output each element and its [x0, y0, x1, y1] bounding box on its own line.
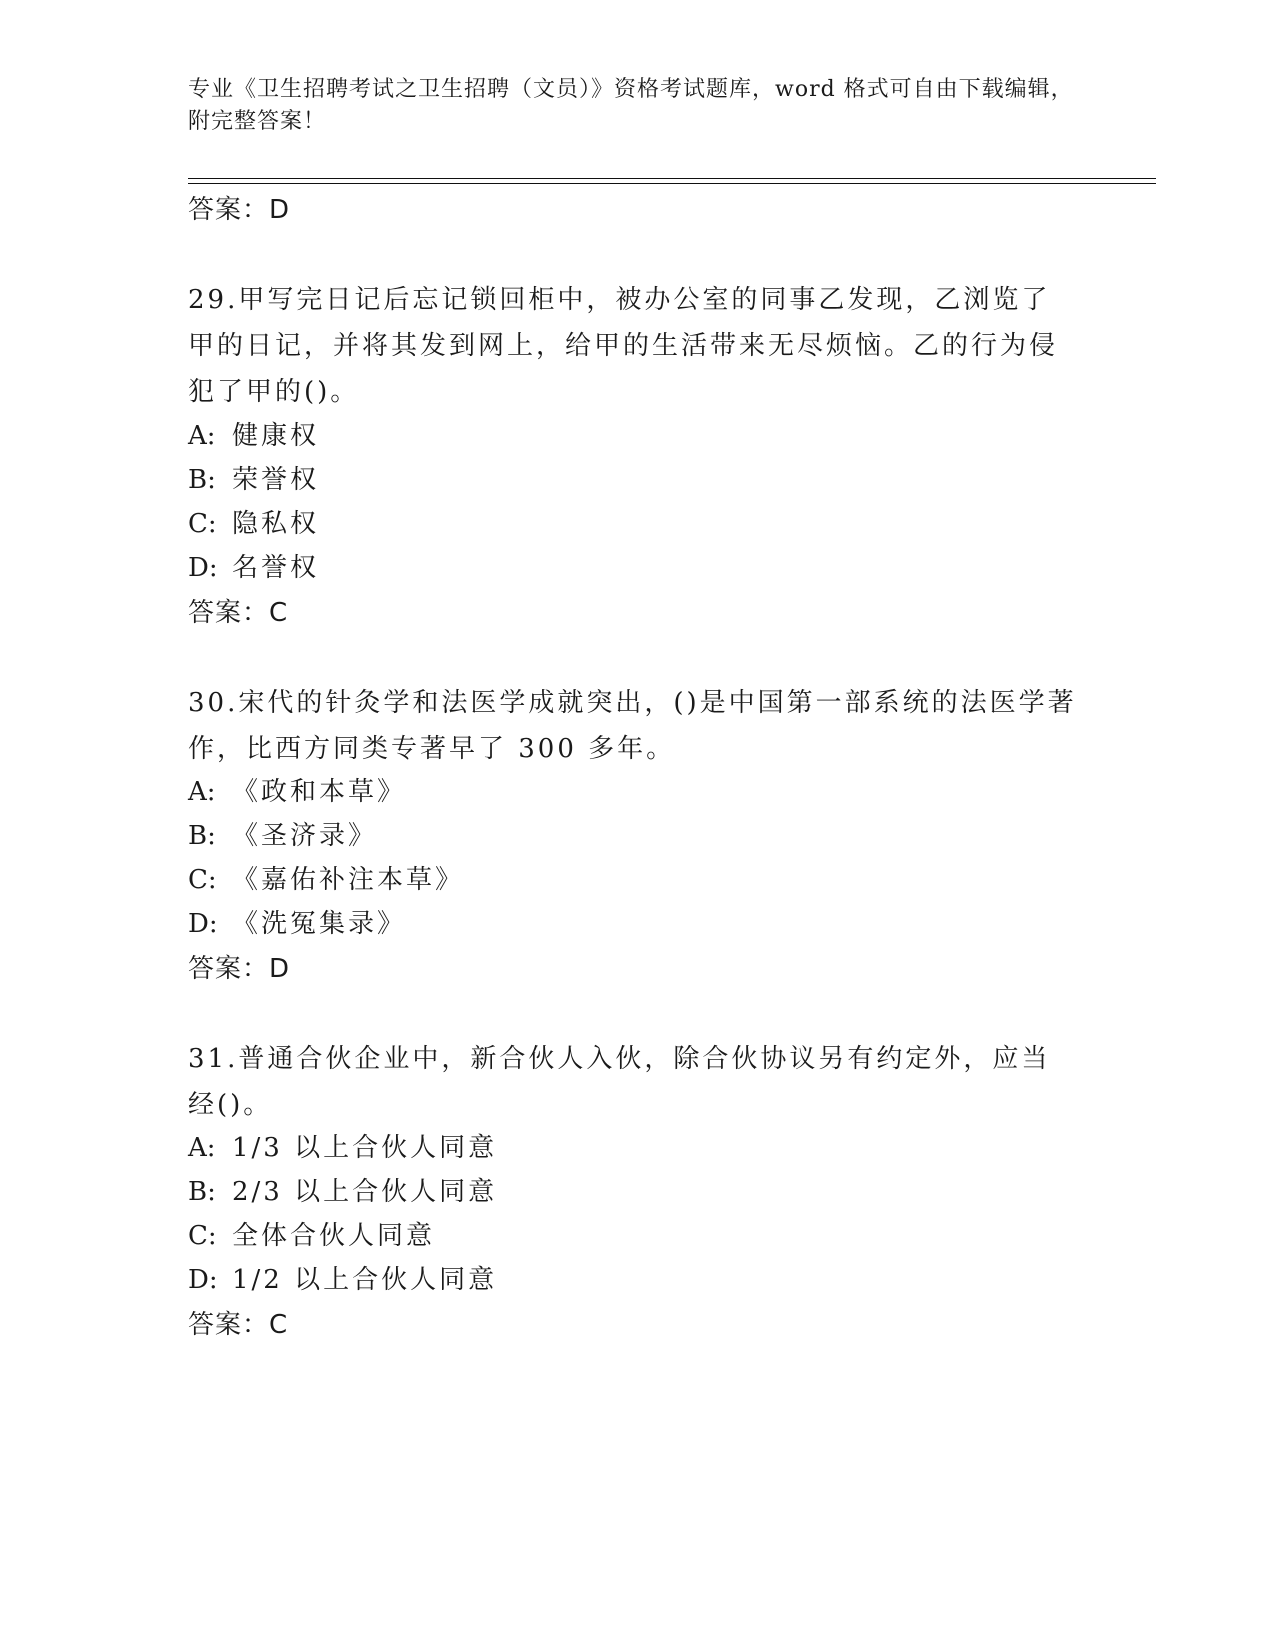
option-label: A: [188, 1133, 216, 1163]
option-label: B: [188, 821, 216, 851]
document-header: 专业《卫生招聘考试之卫生招聘（文员）》资格考试题库，word 格式可自由下载编辑，附完整答案！ [188, 77, 1074, 134]
question-30-stem: 30.宋代的针灸学和法医学成就突出，()是中国第一部系统的法医学著作，比西方同类专著早了 300 多年。 [188, 688, 1077, 764]
question-29-option-b [188, 464, 319, 496]
question-30-answer: 答案：D [188, 954, 291, 984]
option-label: C: [188, 509, 217, 539]
option-text: 全体合伙人同意 [232, 1221, 436, 1251]
option-text: 《嘉佑补注本草》 [232, 865, 465, 895]
option-label: D: [188, 909, 218, 939]
question-31-answer: 答案：C [188, 1310, 289, 1340]
option-label: A: [188, 777, 216, 807]
previous-answer: 答案：D [188, 195, 291, 225]
option-label: D: [188, 553, 218, 583]
header-rule-top [188, 178, 1156, 179]
question-30-option-c [188, 864, 464, 896]
question-31-option-d [188, 1264, 497, 1296]
option-text: 隐私权 [232, 509, 320, 539]
option-text: 1/3 以上合伙人同意 [232, 1133, 498, 1163]
option-text: 《圣济录》 [232, 821, 378, 851]
question-30-option-b [188, 820, 377, 852]
question-29-stem: 29.甲写完日记后忘记锁回柜中，被办公室的同事乙发现，乙浏览了甲的日记，并将其发到网上，给甲的生活带来无尽烦恼。乙的行为侵犯了甲的()。 [188, 285, 1059, 407]
question-31-stem: 31.普通合伙企业中，新合伙人入伙，除合伙协议另有约定外，应当经()。 [188, 1044, 1051, 1120]
question-31-option-b [188, 1176, 497, 1208]
question-30-option-a [188, 776, 406, 808]
option-label: B: [188, 465, 216, 495]
question-29-answer: 答案：C [188, 598, 289, 628]
option-label: B: [188, 1177, 216, 1207]
option-text: 健康权 [232, 421, 320, 451]
option-text: 2/3 以上合伙人同意 [232, 1177, 498, 1207]
question-30-option-d [188, 908, 406, 940]
option-label: D: [188, 1265, 218, 1295]
option-text: 1/2 以上合伙人同意 [232, 1265, 498, 1295]
header-rule-bottom [188, 183, 1156, 184]
option-label: C: [188, 1221, 217, 1251]
question-31-option-c [188, 1220, 435, 1252]
question-31-option-a [188, 1132, 497, 1164]
option-label: C: [188, 865, 217, 895]
option-text: 荣誉权 [232, 465, 320, 495]
question-29-option-d [188, 552, 319, 584]
question-29-option-c [188, 508, 319, 540]
question-29-option-a [188, 420, 319, 452]
option-text: 《洗冤集录》 [232, 909, 407, 939]
option-label: A: [188, 421, 216, 451]
option-text: 《政和本草》 [232, 777, 407, 807]
option-text: 名誉权 [232, 553, 320, 583]
